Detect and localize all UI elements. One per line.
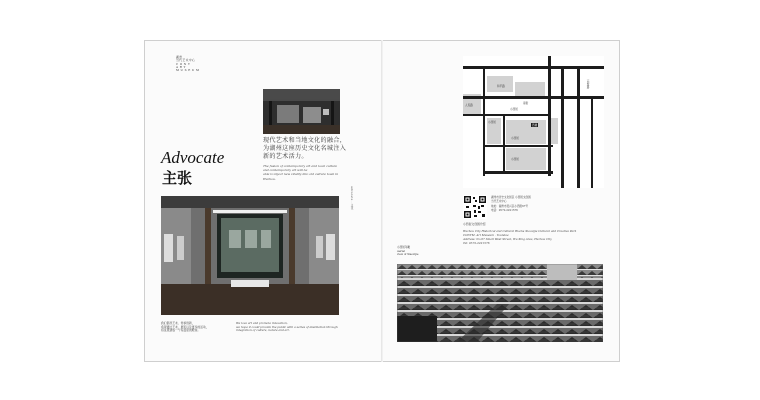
- map-label: 人民路: [465, 104, 473, 107]
- intro-cn: [263, 137, 346, 161]
- info-en-line: Address: No.67 Small West Street, Wu Xing Area, Huzhou City: [463, 237, 552, 241]
- map-road: [503, 116, 505, 174]
- intro-en-line: The fusion of contemporary art and local culture: [263, 164, 338, 168]
- map-road: [483, 66, 485, 176]
- map-label: 一四东路: [586, 78, 589, 89]
- interior-photo-small: [263, 89, 340, 134]
- map-label: 小西街: [510, 108, 518, 111]
- contact-line: 当代艺术中心: [491, 200, 507, 204]
- map-label: 小西街: [511, 158, 519, 161]
- logo-line: C O N T: [176, 61, 191, 66]
- intro-cn-line: 新的艺术活力。: [263, 153, 308, 160]
- vertical-section-label: Advocate · 主张: [350, 186, 353, 210]
- map-road: [561, 66, 564, 188]
- center-fold: [381, 40, 383, 362]
- title-en: Advocate: [161, 148, 225, 167]
- location-map: [463, 56, 604, 188]
- map-label: 小西街: [488, 121, 496, 124]
- map-label: 西塘: [532, 124, 538, 127]
- map-road: [483, 145, 553, 147]
- caption-line: view of Xiaoxijie: [397, 253, 419, 257]
- map-block: [506, 120, 546, 144]
- logo-line: 湖州: [176, 55, 183, 59]
- intro-en-line: and contemporary art will be: [263, 168, 308, 173]
- footer-cn: [161, 322, 209, 333]
- map-road: [548, 56, 551, 176]
- footer-en: [236, 322, 338, 333]
- contact-info-cn: [491, 196, 531, 214]
- title-cn: 主张: [162, 169, 193, 187]
- info-en-line: Tel: 0572-2221576: [463, 241, 490, 245]
- aerial-town-photo: [397, 264, 603, 342]
- caption-line: 小西街鸟瞰: [397, 246, 410, 249]
- gallery-photo-large: [161, 196, 339, 315]
- intro-cn-line: 为湖州这座历史文化名城注入: [263, 145, 347, 152]
- map-road: [483, 171, 553, 174]
- footer-en-line: We love art and promote innovation,: [236, 321, 288, 325]
- info-en-line: Huzhou City Historical and Cultural Blocks Xiaoxijie Cultural and Creative Park: [463, 229, 577, 233]
- info-en: [463, 229, 576, 245]
- photo-caption: [397, 246, 418, 257]
- museum-logo: [176, 56, 199, 72]
- footer-en-line: integration of culture, nature and art.: [236, 328, 290, 333]
- caption-line: Aerial: [397, 249, 405, 253]
- intro-en-line: Huzhou.: [263, 176, 276, 181]
- map-label: 南街: [523, 102, 529, 105]
- map-label: 和平路: [497, 85, 505, 88]
- info-en-line: CONTM. Art Museum · Youndee: [463, 233, 509, 237]
- map-block: [515, 82, 545, 96]
- contact-line: 湖州市历史文化街区 小西街文创园: [491, 196, 531, 199]
- footer-en-line: we hope it could provide the public with a series of destination through: [236, 324, 338, 329]
- footer-cn-line: 希望通过艺术、展览以及更多的活动，: [161, 324, 209, 329]
- map-road: [577, 69, 580, 188]
- intro-en: [263, 164, 338, 181]
- contact-line: 地址：湖州市吴兴区小西街67号: [491, 204, 529, 208]
- intro-en-line: able to inject new vitality into old culture town in: [263, 172, 339, 177]
- footer-cn-line: 将这里建成一个有温度的殿堂。: [161, 328, 201, 333]
- qr-code: [463, 195, 487, 219]
- logo-line: M U S E U M: [176, 68, 200, 73]
- logo-line: A R T: [176, 64, 186, 69]
- map-road: [591, 96, 593, 188]
- map-label: 小西街: [511, 137, 519, 140]
- footer-cn-line: 我们倡导艺术、传承创新，: [161, 321, 195, 325]
- intro-cn-line: 现代艺术和当地文化的融合，: [263, 137, 347, 144]
- map-block: [550, 118, 558, 144]
- contact-line: 电话：0572-2221576: [491, 209, 518, 213]
- map-road: [463, 114, 549, 116]
- info-cn-label: 小西街文创园介绍: [463, 222, 486, 226]
- logo-line: 当代艺术中心: [176, 58, 196, 63]
